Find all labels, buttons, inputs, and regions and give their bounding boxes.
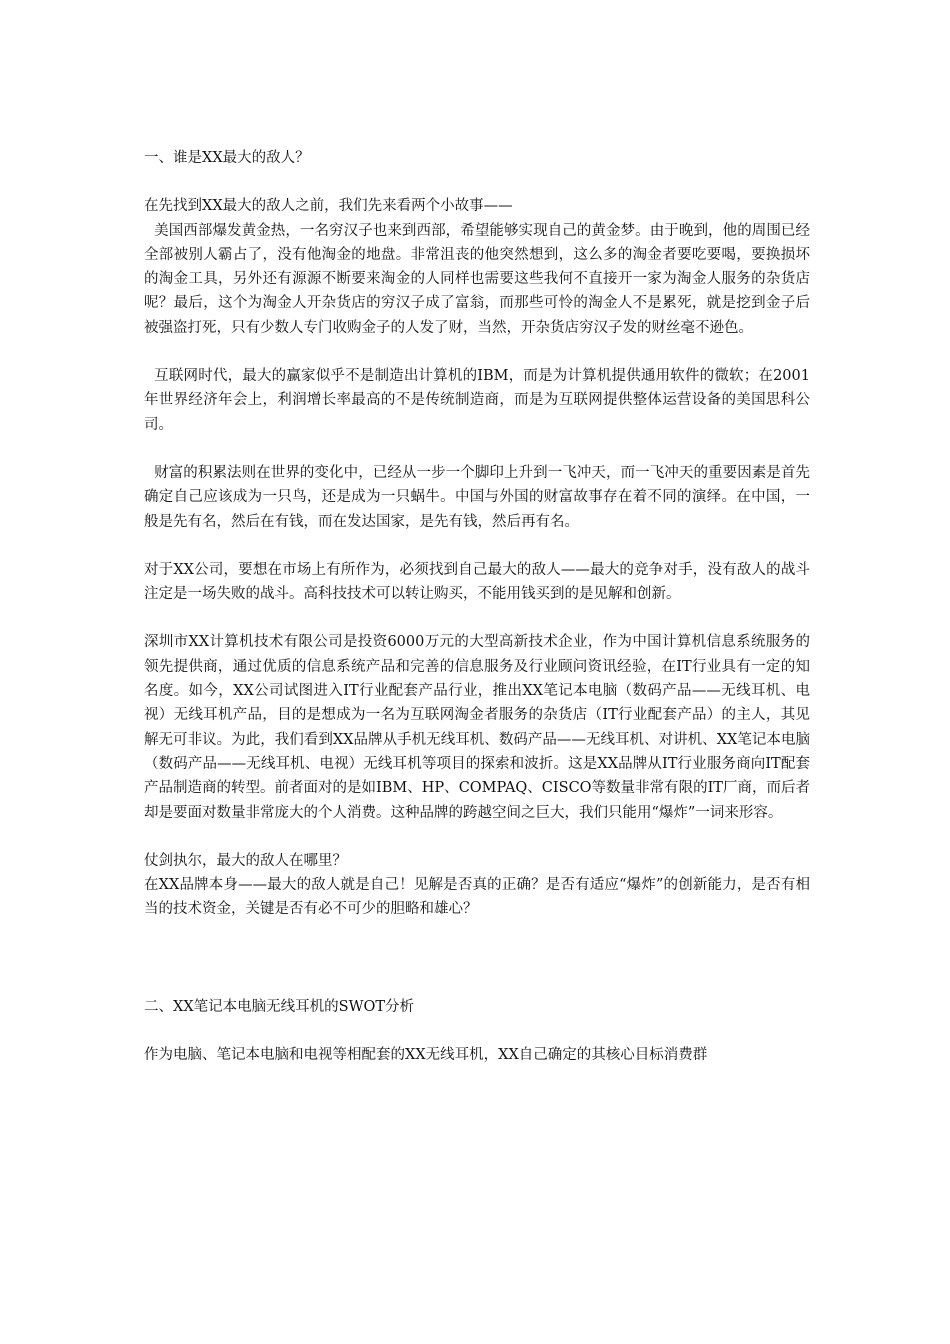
document-page <box>144 146 810 1067</box>
section-2-intro: 作为电脑、笔记本电脑和电视等相配套的XX无线耳机，XX自己确定的其核心目标消费群 <box>144 1047 708 1064</box>
section-1-heading: 一、谁是XX最大的敌人？ <box>144 150 310 166</box>
spacer <box>144 922 810 995</box>
spacer <box>144 340 810 364</box>
story-wealth-law: 财富的积累法则在世界的变化中，已经从一步一个脚印上升到一飞冲天，而一飞冲天的重要因素是首先确定自己应该成为一只鸟，还是成为一只蜗牛。中国与外国的财富故事存在着不同的演绎。在中国，一般是先有名，然后在有钱，而在发达国家，是先有钱，然后再有名。 <box>144 464 810 530</box>
section-1-intro: 在先找到XX最大的敌人之前，我们先来看两个小故事—— <box>144 198 513 215</box>
story-gold-rush: 美国西部爆发黄金热，一名穷汉子也来到西部，希望能够实现自己的黄金梦。由于晚到，他的周围已经全部被别人霸占了，没有他淘金的地盘。非常沮丧的他突然想到，这么多的淘金者要吃要喝，要换损坏的淘金工具，另外还有源源不断要来淘金的人同样也需要这些我何不直接开一家为淘金人服务的杂货店呢？最后，这个为淘金人开杂货店的穷汉子成了富翁，而那些可怜的淘金人不是累死，就是挖到金子后被强盗打死，只有少数人专门收购金子的人发了财，当然，开杂货店穷汉子发的财丝毫不逊色。 <box>144 222 810 336</box>
spacer <box>144 170 810 194</box>
story-internet-era: 互联网时代，最大的赢家似乎不是制造出计算机的IBM，而是为计算机提供通用软件的微软；在2001年世界经济年会上，利润增长率最高的不是传统制造商，而是为互联网提供整体运营设备的美国思科公司。 <box>144 368 810 433</box>
spacer <box>144 534 810 558</box>
spacer <box>144 606 810 630</box>
paragraph-question: 仗剑执尔，最大的敌人在哪里？ <box>144 852 347 869</box>
spacer <box>144 825 810 849</box>
section-2-heading: 二、XX笔记本电脑无线耳机的SWOT分析 <box>144 998 415 1015</box>
spacer <box>144 1019 810 1043</box>
paragraph-company-enemy: 对于XX公司，要想在市场上有所作为，必须找到自己最大的敌人——最大的竞争对手，没有敌人的战斗注定是一场失败的战斗。高科技技术可以转让购买，不能用钱买到的是见解和创新。 <box>144 561 810 603</box>
spacer <box>144 437 810 461</box>
paragraph-answer: 在XX品牌本身——最大的敌人就是自己！见解是否真的正确？是否有适应“爆炸”的创新能力，是否有相当的技术资金，关键是否有必不可少的胆略和雄心？ <box>144 877 810 918</box>
paragraph-shenzhen-company: 深圳市XX计算机技术有限公司是投资6000万元的大型高新技术企业，作为中国计算机信息系统服务的领先提供商，通过优质的信息系统产品和完善的信息服务及行业顾问资讯经验，在IT行业具有一定的知名度。如今，XX公司试图进入IT行业配套产品行业，推出XX笔记本电脑（数码产品——无线耳机、电视）无线耳机产品，目的是想成为一名为互联网淘金者服务的杂货店（IT行业配套产品）的主人，其见解无可非议。为此，我们看到XX品牌从手机无线耳机、数码产品——无线耳机、对讲机、XX笔记本电脑（数码产品——无线耳机、电视）无线耳机等项目的探索和波折。这是XX品牌从IT行业服务商向IT配套产品制造商的转型。前者面对的是如IBM、HP、COMPAQ、CISCO等数量非常有限的IT厂商，而后者却是要面对数量非常庞大的个人消费。这种品牌的跨越空间之巨大，我们只能用“爆炸”一词来形容。 <box>144 634 810 821</box>
